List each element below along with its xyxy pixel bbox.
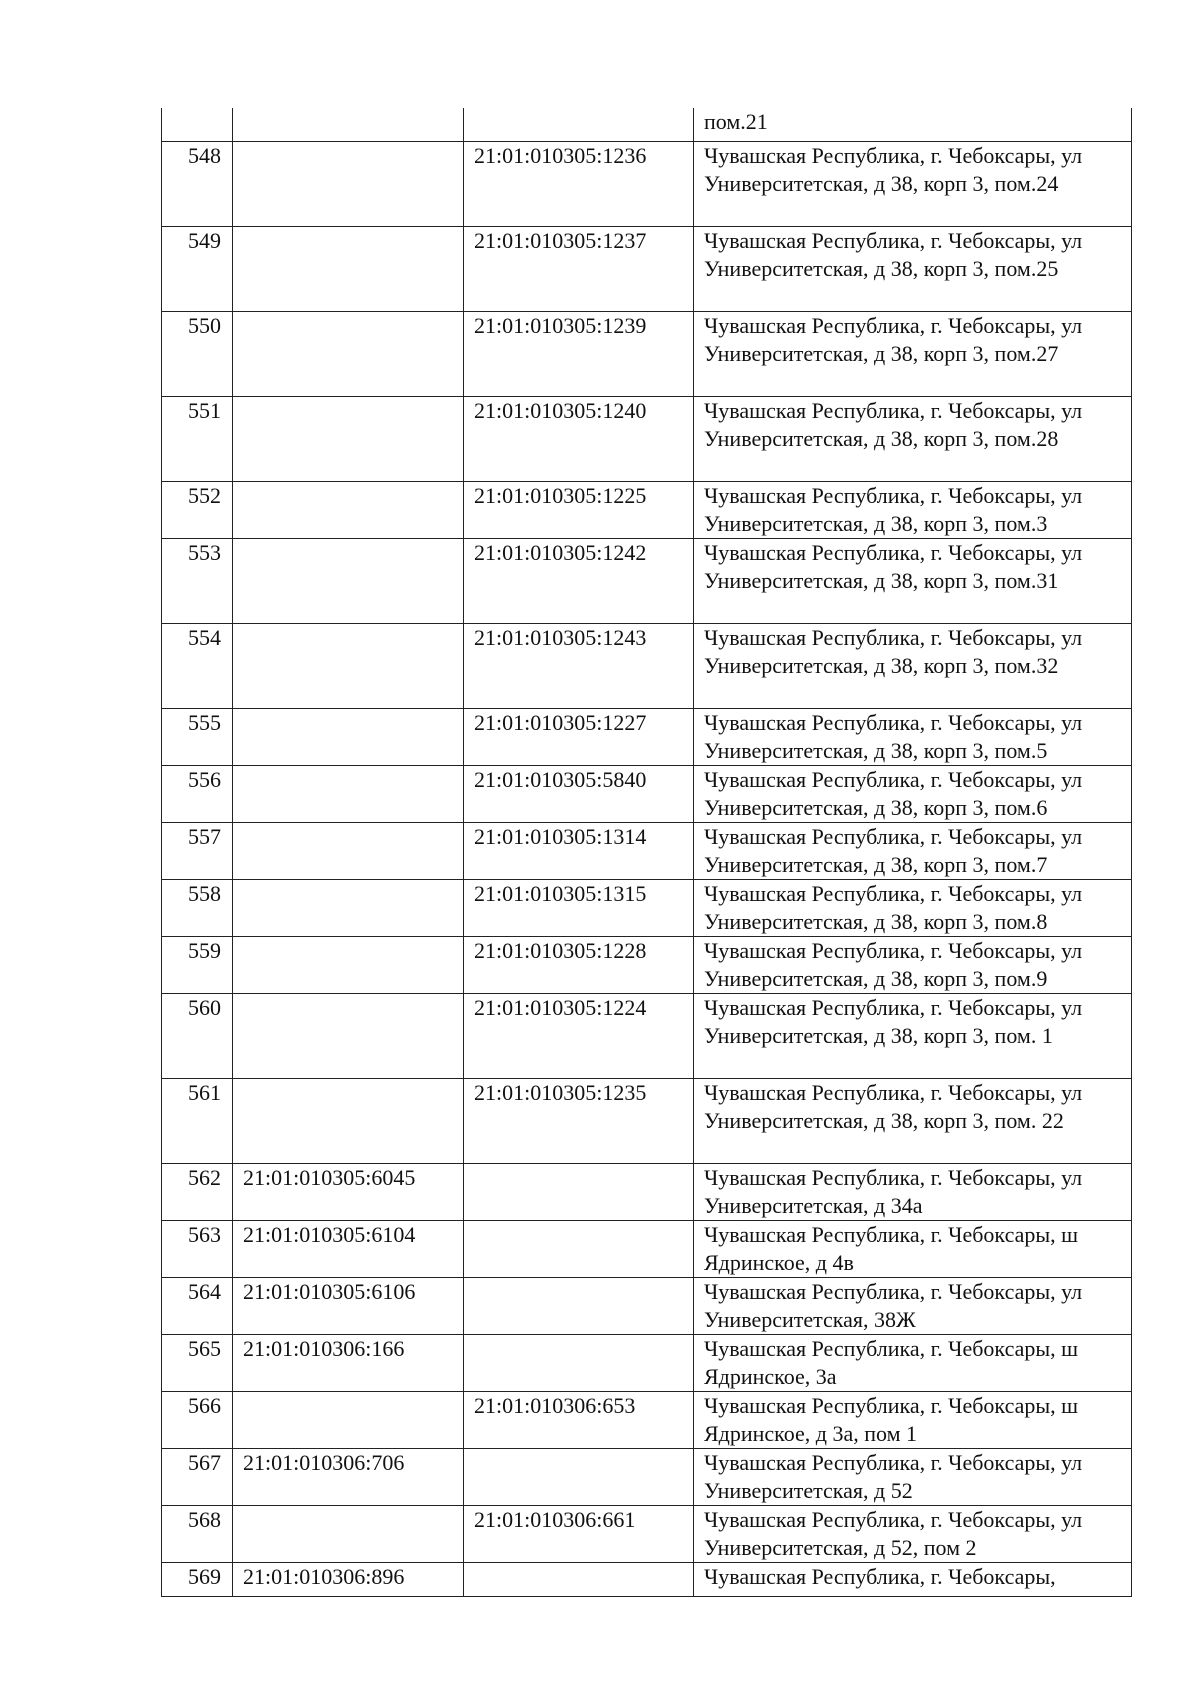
- table-row: [162, 311, 1132, 396]
- object-number-cell: 21:01:010305:5840: [464, 765, 694, 822]
- object-number-cell: 21:01:010305:1225: [464, 481, 694, 538]
- object-number-cell: 21:01:010305:1224: [464, 993, 694, 1078]
- address-cell: Чувашская Республика, г. Чебоксары, ул Университетская, д 38, корп 3, пом.32: [694, 623, 1132, 708]
- object-number-cell: [464, 1448, 694, 1505]
- address-cell: Чувашская Республика, г. Чебоксары,: [694, 1562, 1132, 1596]
- parcel-number-cell: [233, 1505, 464, 1562]
- parcel-number-cell: [233, 993, 464, 1078]
- parcel-number-cell: [233, 538, 464, 623]
- row-number-cell: 561: [162, 1078, 233, 1163]
- table-row: [162, 1448, 1132, 1505]
- address-cell: Чувашская Республика, г. Чебоксары, ш Ядринское, д 3а, пом 1: [694, 1391, 1132, 1448]
- object-number-cell: 21:01:010305:1314: [464, 822, 694, 879]
- row-number-cell: 563: [162, 1220, 233, 1277]
- row-number-cell: 557: [162, 822, 233, 879]
- row-number-cell: 565: [162, 1334, 233, 1391]
- address-cell: Чувашская Республика, г. Чебоксары, ул Университетская, д 38, корп 3, пом.28: [694, 396, 1132, 481]
- parcel-number-cell: 21:01:010305:6045: [233, 1163, 464, 1220]
- object-number-cell: 21:01:010306:661: [464, 1505, 694, 1562]
- row-number-cell: 568: [162, 1505, 233, 1562]
- row-number-cell: 560: [162, 993, 233, 1078]
- row-number-cell: [162, 108, 233, 141]
- row-number-cell: 554: [162, 623, 233, 708]
- table-row: [162, 1220, 1132, 1277]
- object-number-cell: 21:01:010305:1243: [464, 623, 694, 708]
- registry-table: [161, 108, 1132, 1597]
- table-row: [162, 623, 1132, 708]
- object-number-cell: [464, 1163, 694, 1220]
- parcel-number-cell: [233, 141, 464, 226]
- address-cell: пом.21: [694, 108, 1132, 141]
- object-number-cell: 21:01:010305:1242: [464, 538, 694, 623]
- parcel-number-cell: [233, 1078, 464, 1163]
- object-number-cell: 21:01:010305:1228: [464, 936, 694, 993]
- row-number-cell: 566: [162, 1391, 233, 1448]
- row-number-cell: 550: [162, 311, 233, 396]
- address-cell: Чувашская Республика, г. Чебоксары, ул Университетская, д 38, корп 3, пом.5: [694, 708, 1132, 765]
- address-cell: Чувашская Республика, г. Чебоксары, ул Университетская, д 38, корп 3, пом. 1: [694, 993, 1132, 1078]
- parcel-number-cell: [233, 396, 464, 481]
- address-cell: Чувашская Республика, г. Чебоксары, ул Университетская, д 38, корп 3, пом. 22: [694, 1078, 1132, 1163]
- address-cell: Чувашская Республика, г. Чебоксары, ул Университетская, д 38, корп 3, пом.27: [694, 311, 1132, 396]
- table-row: [162, 1562, 1132, 1596]
- parcel-number-cell: [233, 936, 464, 993]
- table-row: [162, 481, 1132, 538]
- table-row: [162, 1391, 1132, 1448]
- object-number-cell: [464, 1562, 694, 1596]
- parcel-number-cell: [233, 765, 464, 822]
- table-row: [162, 993, 1132, 1078]
- row-number-cell: 551: [162, 396, 233, 481]
- registry-table-body: [162, 108, 1132, 1596]
- address-cell: Чувашская Республика, г. Чебоксары, ул Университетская, д 52, пом 2: [694, 1505, 1132, 1562]
- row-number-cell: 559: [162, 936, 233, 993]
- object-number-cell: 21:01:010305:1227: [464, 708, 694, 765]
- table-row: [162, 1078, 1132, 1163]
- address-cell: Чувашская Республика, г. Чебоксары, ул Университетская, 38Ж: [694, 1277, 1132, 1334]
- address-cell: Чувашская Республика, г. Чебоксары, ул Университетская, д 38, корп 3, пом.6: [694, 765, 1132, 822]
- table-row: [162, 936, 1132, 993]
- table-row: [162, 822, 1132, 879]
- object-number-cell: 21:01:010306:653: [464, 1391, 694, 1448]
- table-row: [162, 226, 1132, 311]
- row-number-cell: 549: [162, 226, 233, 311]
- parcel-number-cell: 21:01:010306:166: [233, 1334, 464, 1391]
- table-row: [162, 1505, 1132, 1562]
- row-number-cell: 562: [162, 1163, 233, 1220]
- row-number-cell: 558: [162, 879, 233, 936]
- row-number-cell: 556: [162, 765, 233, 822]
- address-cell: Чувашская Республика, г. Чебоксары, ул Университетская, д 38, корп 3, пом.8: [694, 879, 1132, 936]
- table-row: [162, 708, 1132, 765]
- object-number-cell: 21:01:010305:1315: [464, 879, 694, 936]
- object-number-cell: 21:01:010305:1237: [464, 226, 694, 311]
- row-number-cell: 548: [162, 141, 233, 226]
- table-row: [162, 396, 1132, 481]
- object-number-cell: [464, 1334, 694, 1391]
- table-row-continuation: [162, 108, 1132, 141]
- address-cell: Чувашская Республика, г. Чебоксары, ул Университетская, д 38, корп 3, пом.31: [694, 538, 1132, 623]
- row-number-cell: 552: [162, 481, 233, 538]
- parcel-number-cell: [233, 1391, 464, 1448]
- table-row: [162, 879, 1132, 936]
- address-cell: Чувашская Республика, г. Чебоксары, ул Университетская, д 38, корп 3, пом.3: [694, 481, 1132, 538]
- parcel-number-cell: 21:01:010305:6106: [233, 1277, 464, 1334]
- table-row: [162, 1163, 1132, 1220]
- address-cell: Чувашская Республика, г. Чебоксары, ш Ядринское, 3а: [694, 1334, 1132, 1391]
- parcel-number-cell: 21:01:010306:896: [233, 1562, 464, 1596]
- parcel-number-cell: [233, 708, 464, 765]
- table-row: [162, 1277, 1132, 1334]
- address-cell: Чувашская Республика, г. Чебоксары, ул Университетская, д 38, корп 3, пом.7: [694, 822, 1132, 879]
- parcel-number-cell: [233, 311, 464, 396]
- object-number-cell: [464, 1220, 694, 1277]
- object-number-cell: 21:01:010305:1236: [464, 141, 694, 226]
- parcel-number-cell: 21:01:010306:706: [233, 1448, 464, 1505]
- object-number-cell: [464, 1277, 694, 1334]
- parcel-number-cell: 21:01:010305:6104: [233, 1220, 464, 1277]
- address-cell: Чувашская Республика, г. Чебоксары, ул Университетская, д 34а: [694, 1163, 1132, 1220]
- table-row: [162, 538, 1132, 623]
- parcel-number-cell: [233, 879, 464, 936]
- parcel-number-cell: [233, 226, 464, 311]
- parcel-number-cell: [233, 481, 464, 538]
- object-number-cell: 21:01:010305:1235: [464, 1078, 694, 1163]
- table-row: [162, 141, 1132, 226]
- table-row: [162, 765, 1132, 822]
- address-cell: Чувашская Республика, г. Чебоксары, ул Университетская, д 38, корп 3, пом.9: [694, 936, 1132, 993]
- parcel-number-cell: [233, 623, 464, 708]
- row-number-cell: 569: [162, 1562, 233, 1596]
- row-number-cell: 555: [162, 708, 233, 765]
- object-number-cell: 21:01:010305:1239: [464, 311, 694, 396]
- object-number-cell: [464, 108, 694, 141]
- parcel-number-cell: [233, 108, 464, 141]
- address-cell: Чувашская Республика, г. Чебоксары, ш Ядринское, д 4в: [694, 1220, 1132, 1277]
- address-cell: Чувашская Республика, г. Чебоксары, ул Университетская, д 38, корп 3, пом.24: [694, 141, 1132, 226]
- row-number-cell: 567: [162, 1448, 233, 1505]
- table-row: [162, 1334, 1132, 1391]
- row-number-cell: 553: [162, 538, 233, 623]
- row-number-cell: 564: [162, 1277, 233, 1334]
- address-cell: Чувашская Республика, г. Чебоксары, ул Университетская, д 52: [694, 1448, 1132, 1505]
- address-cell: Чувашская Республика, г. Чебоксары, ул Университетская, д 38, корп 3, пом.25: [694, 226, 1132, 311]
- object-number-cell: 21:01:010305:1240: [464, 396, 694, 481]
- parcel-number-cell: [233, 822, 464, 879]
